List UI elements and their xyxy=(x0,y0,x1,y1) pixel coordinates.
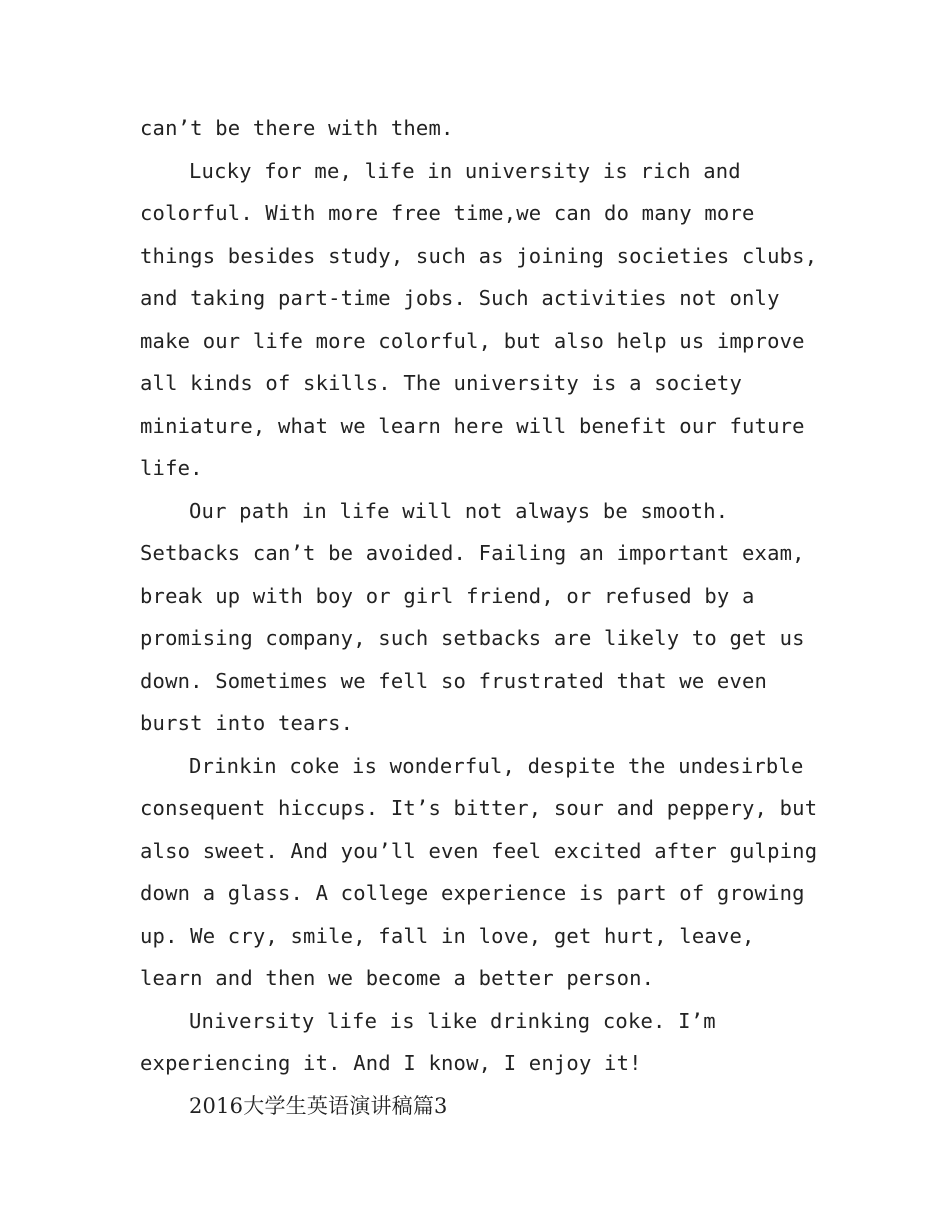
text-line: make our life more colorful, but also help us improve xyxy=(140,328,805,353)
text-line: burst into tears. xyxy=(140,711,354,735)
text-line: can’t be there with them. xyxy=(140,116,454,140)
text-line: consequent hiccups. It’s bitter, sour and peppery, but xyxy=(140,796,818,820)
text-line: promising company, such setbacks are likely to get us xyxy=(140,626,805,650)
text-line: experiencing it. And I know, I enjoy it! xyxy=(140,1051,642,1075)
text-line: life. xyxy=(140,456,203,480)
text-line: learn and then we become a better person. xyxy=(140,966,655,990)
text-line: Setbacks can’t be avoided. Failing an important exam, xyxy=(140,541,805,565)
paragraph-start-line: University life is like drinking coke. I’m xyxy=(189,1008,716,1033)
paragraph-start-line: Drinkin coke is wonderful, despite the undesirble xyxy=(189,753,804,778)
document-body xyxy=(140,107,830,1127)
paragraph-start-line: Lucky for me, life in university is rich and xyxy=(189,158,741,183)
text-line: and taking part-time jobs. Such activities not only xyxy=(140,286,780,310)
text-line: down a glass. A college experience is part of growing xyxy=(140,881,805,905)
text-line: things besides study, such as joining societies clubs, xyxy=(140,243,818,268)
section-heading: 2016大学生英语演讲稿篇3 xyxy=(189,1093,448,1118)
text-line: up. We cry, smile, fall in love, get hurt, leave, xyxy=(140,923,755,948)
paragraph-start-line: Our path in life will not always be smooth. xyxy=(189,498,729,523)
text-line: miniature, what we learn here will benefit our future xyxy=(140,413,805,438)
text-line: also sweet. And you’ll even feel excited after gulping xyxy=(140,838,818,863)
text-line: break up with boy or girl friend, or refused by a xyxy=(140,583,755,608)
text-line: down. Sometimes we fell so frustrated that we even xyxy=(140,668,768,693)
text-line: colorful. With more free time,we can do many more xyxy=(140,201,755,225)
text-line: all kinds of skills. The university is a society xyxy=(140,371,743,395)
